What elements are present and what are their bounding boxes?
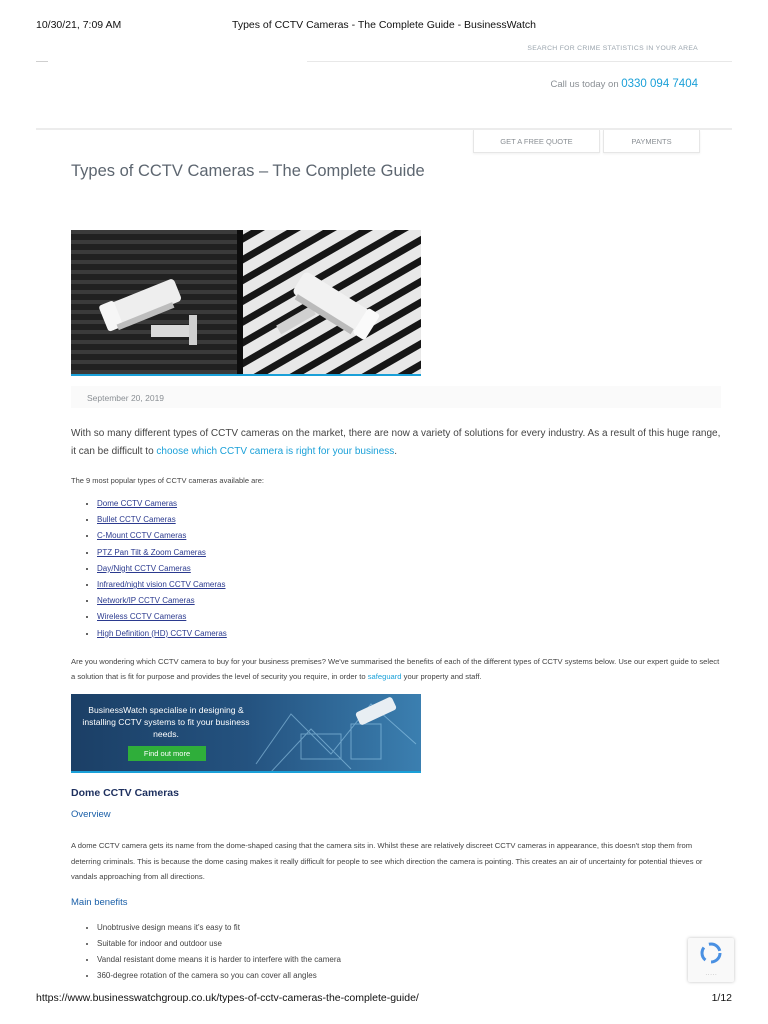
list-item [97, 561, 227, 577]
list-item: • Vandal resistant dome means it is harder to interfere with the camera [97, 952, 341, 968]
call-us-label: Call us today on [550, 79, 619, 90]
benefits-list [80, 920, 341, 984]
hero-accent-bar [71, 374, 421, 376]
summary-text: Are you wondering which CCTV camera to buy for your business premises? We've summarised the benefits of each of the different types of CCTV systems below. Use our expert guide to select a solution that is fit for purpose and provides the level of security you require, in order to [71, 657, 720, 681]
print-page-number: 1/12 [711, 992, 732, 1004]
banner-accent-bar [71, 771, 421, 773]
get-free-quote-tab[interactable]: GET A FREE QUOTE [473, 130, 600, 153]
call-us [550, 78, 698, 90]
camera-type-link[interactable]: C-Mount CCTV Cameras [97, 531, 187, 541]
camera-types-list [80, 496, 227, 642]
crime-statistics-link[interactable]: SEARCH FOR CRIME STATISTICS IN YOUR AREA [527, 45, 698, 52]
camera-type-link[interactable]: Wireless CCTV Cameras [97, 612, 187, 622]
print-datetime: 10/30/21, 7:09 AM [36, 19, 122, 31]
list-item [97, 496, 227, 512]
print-page-title: Types of CCTV Cameras - The Complete Guide - BusinessWatch [231, 19, 537, 31]
popular-types-heading: The 9 most popular types of CCTV cameras available are: [71, 476, 265, 485]
list-item: • 360-degree rotation of the camera so you can cover all angles [97, 968, 341, 984]
overview-heading: Overview [71, 809, 111, 820]
intro-text-end: . [394, 446, 398, 457]
main-benefits-heading: Main benefits [71, 897, 128, 908]
dome-cctv-heading: Dome CCTV Cameras [71, 787, 179, 799]
list-item [97, 512, 227, 528]
cctv-cameras-illustration [71, 230, 421, 375]
safeguard-link[interactable]: safeguard [367, 672, 402, 681]
choose-camera-link[interactable]: choose which CCTV camera is right for your business [156, 446, 395, 457]
camera-type-link[interactable]: Bullet CCTV Cameras [97, 515, 176, 525]
camera-type-link[interactable]: Dome CCTV Cameras [97, 499, 178, 508]
list-item [97, 609, 227, 625]
payments-tab[interactable]: PAYMENTS [603, 130, 700, 153]
header-divider-short [36, 61, 48, 62]
header-divider [307, 61, 732, 62]
summary-text-end: your property and staff. [401, 672, 482, 681]
list-item [97, 593, 227, 609]
camera-type-link[interactable]: Day/Night CCTV Cameras [97, 563, 191, 573]
cctv-promo-banner[interactable] [71, 694, 421, 772]
summary-paragraph [71, 654, 721, 684]
camera-type-link[interactable]: High Definition (HD) CCTV Cameras [97, 628, 227, 638]
find-out-more-button[interactable]: Find out more [128, 746, 206, 761]
hero-image-cctv-cameras [71, 230, 421, 375]
date-bar [71, 386, 721, 408]
banner-text: BusinessWatch specialise in designing & installing CCTV systems to fit your business needs. [82, 705, 250, 739]
recaptcha-icon [688, 938, 734, 968]
intro-text: With so many different types of CCTV cameras on the market, there are now a variety of solutions for every industry. As a result of this huge range, it can be difficult to [71, 428, 721, 457]
list-item [97, 577, 227, 593]
recaptcha-badge[interactable] [688, 938, 734, 982]
camera-type-link[interactable]: Infrared/night vision CCTV Cameras [97, 580, 226, 590]
print-url: https://www.businesswatchgroup.co.uk/types-of-cctv-cameras-the-complete-guide/ [36, 992, 419, 1004]
list-item: • Suitable for indoor and outdoor use [97, 936, 341, 952]
phone-number-link[interactable]: 0330 094 7404 [621, 78, 698, 90]
list-item [97, 545, 227, 561]
camera-type-link[interactable]: Network/IP CCTV Cameras [97, 596, 195, 606]
list-item [97, 626, 227, 642]
recaptcha-text: · · · · · [705, 972, 717, 977]
list-item [97, 528, 227, 544]
camera-type-link[interactable]: PTZ Pan Tilt & Zoom Cameras [97, 547, 206, 557]
page-title: Types of CCTV Cameras – The Complete Guide [71, 162, 425, 180]
dome-overview-paragraph: A dome CCTV camera gets its name from the dome-shaped casing that the camera sits in. Whilst these are relatively discreet CCTV cameras in appearance, this doesn't stop them from deterring criminals. This is because the dome casing makes it really difficult for people to see which direction the camera is pointing. This creates an air of uncertainty for potential thieves or vandals approaching from all directions. [71, 841, 703, 881]
intro-paragraph [71, 425, 721, 461]
post-date: September 20, 2019 [87, 393, 165, 403]
list-item: • Unobtrusive design means it's easy to fit [97, 920, 341, 936]
